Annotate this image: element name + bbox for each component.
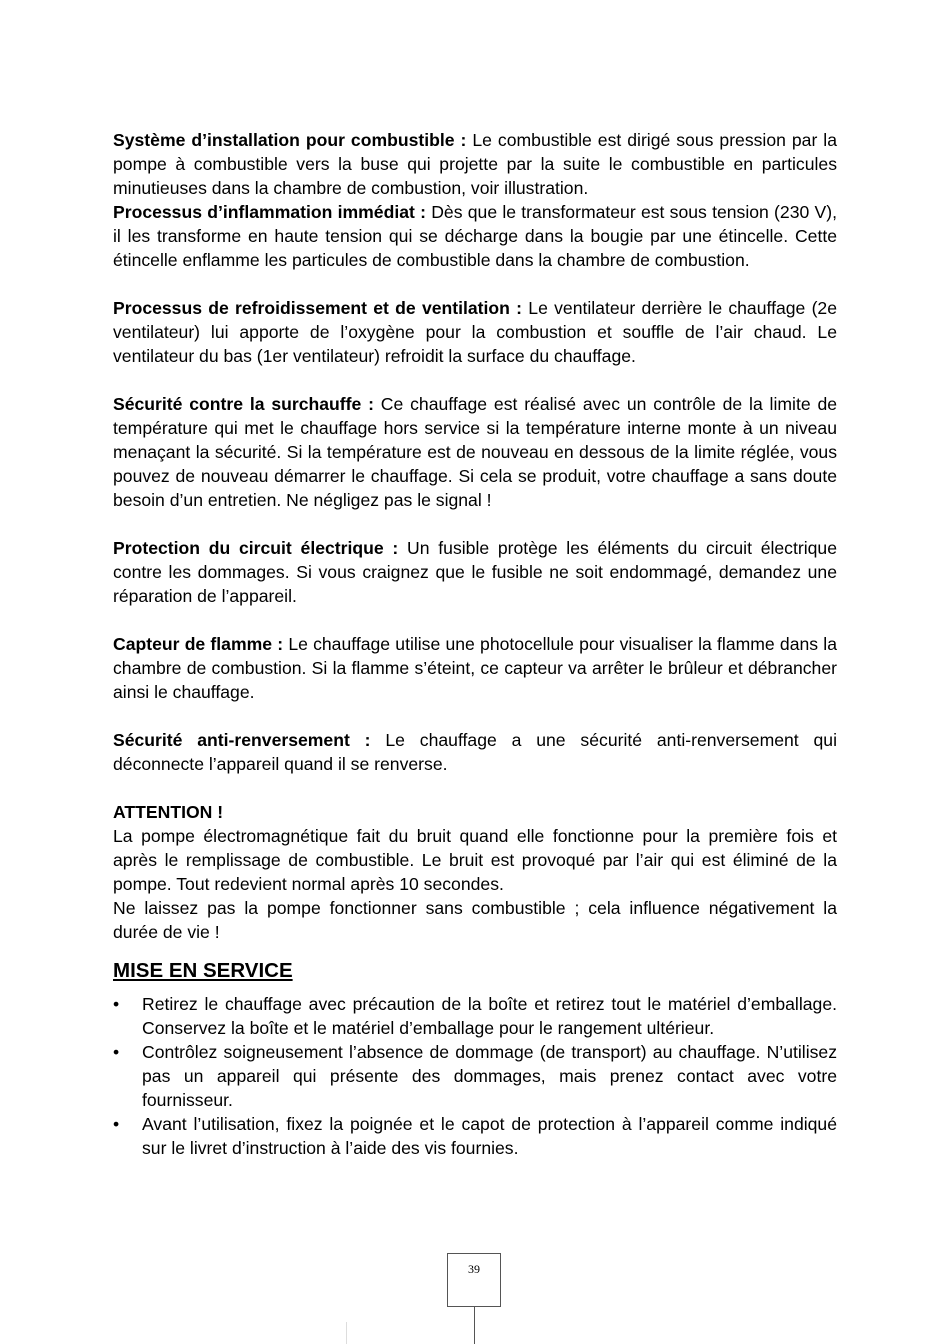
section-text: Le chauffage utilise une photocellule pour visualiser la flamme dans la chambre de combustion. Si la flamme s’éteint, ce capteur va arrêter le brûleur et débrancher ainsi le chauffage. bbox=[113, 634, 837, 702]
section-label: Capteur de flamme : bbox=[113, 634, 284, 654]
section-ignition bbox=[113, 200, 837, 272]
section-label: Processus de refroidissement et de ventilation : bbox=[113, 298, 523, 318]
section-fuel-system bbox=[113, 128, 837, 200]
spacer bbox=[113, 272, 837, 296]
section-label: Sécurité anti-renversement : bbox=[113, 730, 371, 750]
bullet-icon: • bbox=[113, 994, 120, 1014]
section-text: Un fusible protège les éléments du circuit électrique contre les dommages. Si vous craignez que le fusible ne soit endommagé, demandez une réparation de l’appareil. bbox=[113, 538, 837, 606]
attention-text-1: La pompe électromagnétique fait du bruit quand elle fonctionne pour la première fois et après le remplissage de combustible. Le bruit est provoqué par l’air qui est éliminé de la pompe. Tout redevient normal après 10 secondes. bbox=[113, 826, 837, 894]
spacer bbox=[113, 608, 837, 632]
section-circuit-protection bbox=[113, 536, 837, 608]
spacer bbox=[113, 368, 837, 392]
page-number-box bbox=[447, 1253, 501, 1307]
list-item bbox=[113, 992, 837, 1040]
section-label: Processus d’inflammation immédiat : bbox=[113, 202, 426, 222]
instruction-list bbox=[113, 992, 837, 1160]
spacer bbox=[113, 776, 837, 800]
page-number: 39 bbox=[468, 1262, 480, 1276]
section-overheat bbox=[113, 392, 837, 512]
footer-divider bbox=[474, 1307, 475, 1344]
section-text: Dès que le transformateur est sous tension (230 V), il les transforme en haute tension qui se décharge dans la bougie par une étincelle. Cette étincelle enflamme les particules de combustible dans la chambre de combustion. bbox=[113, 202, 837, 270]
attention-label: ATTENTION ! bbox=[113, 802, 224, 822]
document-page bbox=[113, 128, 837, 1160]
section-cooling bbox=[113, 296, 837, 368]
list-item-text: Contrôlez soigneusement l’absence de dommage (de transport) au chauffage. N’utilisez pas un appareil qui présente des dommages, mais prenez contact avec votre fournisseur. bbox=[142, 1042, 837, 1110]
section-text: Le chauffage a une sécurité anti-renversement qui déconnecte l’appareil quand il se renverse. bbox=[113, 730, 838, 774]
list-item-text: Avant l’utilisation, fixez la poignée et le capot de protection à l’appareil comme indiqué sur le livret d’instruction à l’aide des vis fournies. bbox=[142, 1114, 837, 1158]
scan-mark bbox=[346, 1322, 347, 1344]
section-tip-over bbox=[113, 728, 837, 776]
bullet-icon: • bbox=[113, 1114, 120, 1134]
section-text: Le combustible est dirigé sous pression par la pompe à combustible vers la buse qui projette par la suite le combustible en particules minutieuses dans la chambre de combustion, voir illustration. bbox=[113, 130, 838, 198]
list-item bbox=[113, 1040, 837, 1112]
section-heading: MISE EN SERVICE bbox=[113, 959, 293, 982]
section-label: Protection du circuit électrique : bbox=[113, 538, 399, 558]
list-item-text: Retirez le chauffage avec précaution de la boîte et retirez tout le matériel d’emballage. Conservez la boîte et le matériel d’emballage pour le rangement ultérieur. bbox=[142, 994, 837, 1038]
bullet-icon: • bbox=[113, 1042, 120, 1062]
spacer bbox=[113, 704, 837, 728]
section-flame-sensor bbox=[113, 632, 837, 704]
list-item bbox=[113, 1112, 837, 1160]
attention-text-2: Ne laissez pas la pompe fonctionner sans combustible ; cela influence négativement la durée de vie ! bbox=[113, 898, 837, 942]
section-label: Système d’installation pour combustible : bbox=[113, 130, 467, 150]
section-text: Ce chauffage est réalisé avec un contrôle de la limite de température qui met le chauffage hors service si la température interne monte à un niveau menaçant la sécurité. Si la température est de nouveau en dessous de la limite réglée, vous pouvez de nouveau démarrer le chauffage. Si cela se produit, votre chauffage a sans doute besoin d’un entretien. Ne négligez pas le signal ! bbox=[113, 394, 838, 510]
section-text: Le ventilateur derrière le chauffage (2e ventilateur) lui apporte de l’oxygène pour la combustion et souffle de l’air chaud. Le ventilateur du bas (1er ventilateur) refroidit la surface du chauffage. bbox=[113, 298, 837, 366]
spacer bbox=[113, 512, 837, 536]
section-label: Sécurité contre la surchauffe : bbox=[113, 394, 374, 414]
